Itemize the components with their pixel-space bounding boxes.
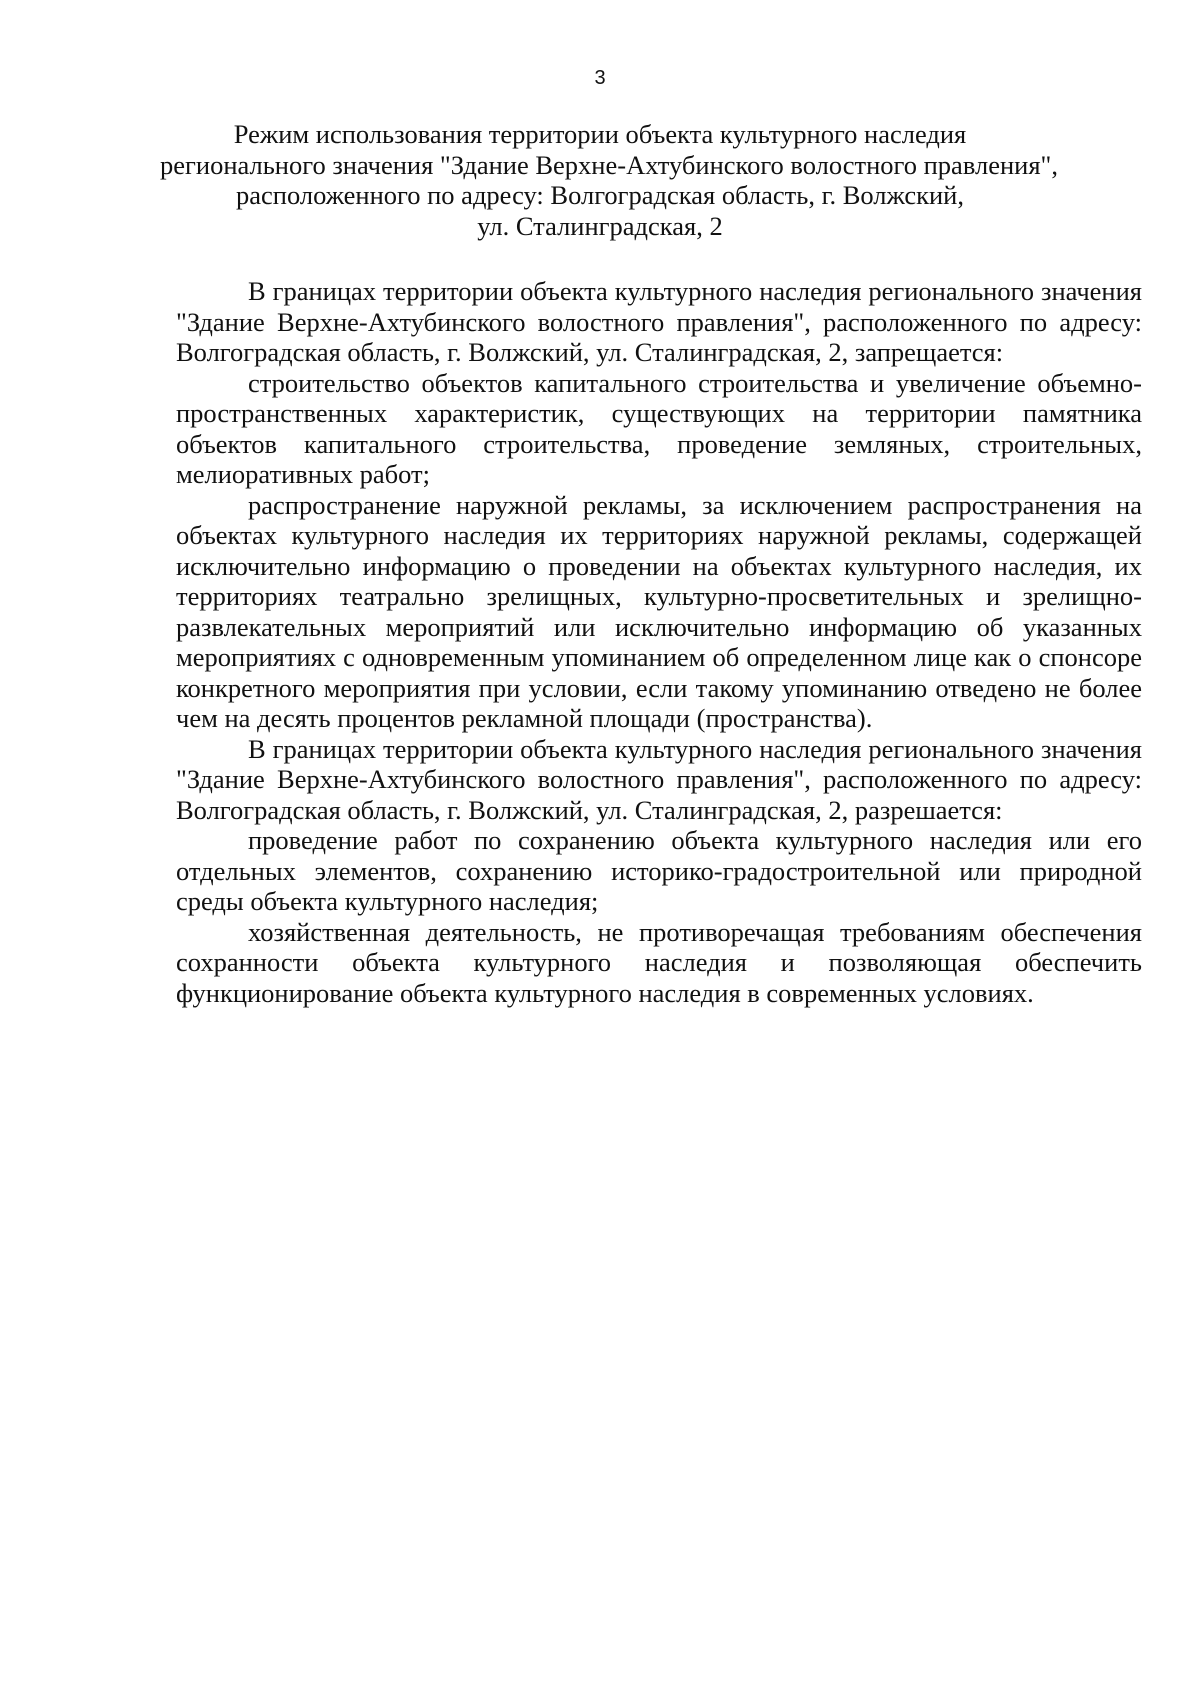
paragraph-preservation-works: проведение работ по сохранению объекта культурного наследия или его отдельных элементов, сохранению историко-градостроительной или природной среды объекта культурного наследия; [176,825,1142,916]
paragraph-construction: строительство объектов капитального строительства и увеличение объемно-пространственных характеристик, существующих на территории памятника объектов капитального строительства, проведение земляных, строительных, мелиоративных работ; [176,367,1142,489]
document-body [176,276,1142,1008]
title-line: регионального значения "Здание Верхне-Ахтубинского волостного правления", [160,149,1058,180]
title-line: расположенного по адресу: Волгоградская область, г. Волжский, [236,180,964,210]
document-title [160,119,1058,241]
page-number: 3 [594,67,606,89]
paragraph-prohibited-intro: В границах территории объекта культурного наследия регионального значения "Здание Верхне-Ахтубинского волостного правления", расположенного по адресу: Волгоградская область, г. Волжский, ул. Сталинградская, 2, запрещается: [176,276,1142,367]
title-line: Режим использования территории объекта культурного наследия [233,119,967,149]
paragraph-economic-activity: хозяйственная деятельность, не противоречащая требованиям обеспечения сохранности объекта культурного наследия и позволяющая обеспечить функционирование объекта культурного наследия в современных условиях. [176,916,1142,1008]
title-line: ул. Сталинградская, 2 [477,210,723,241]
paragraph-permitted-intro: В границах территории объекта культурного наследия регионального значения "Здание Верхне-Ахтубинского волостного правления", расположенного по адресу: Волгоградская область, г. Волжский, ул. Сталинградская, 2, разрешается: [176,733,1142,825]
paragraph-advertising: распространение наружной рекламы, за исключением распространения на объектах культурного наследия их территориях наружной рекламы, содержащей исключительно информацию о проведении на объектах культурного наследия, их территориях театрально зрелищных, культурно-просветительных и зрелищно-развлекательных мероприятий или исключительно информацию об указанных мероприятиях с одновременным упоминанием об определенном лице как о спонсоре конкретного мероприятия при условии, если такому упоминанию отведено не более чем на десять процентов рекламной площади (пространства). [176,489,1142,733]
